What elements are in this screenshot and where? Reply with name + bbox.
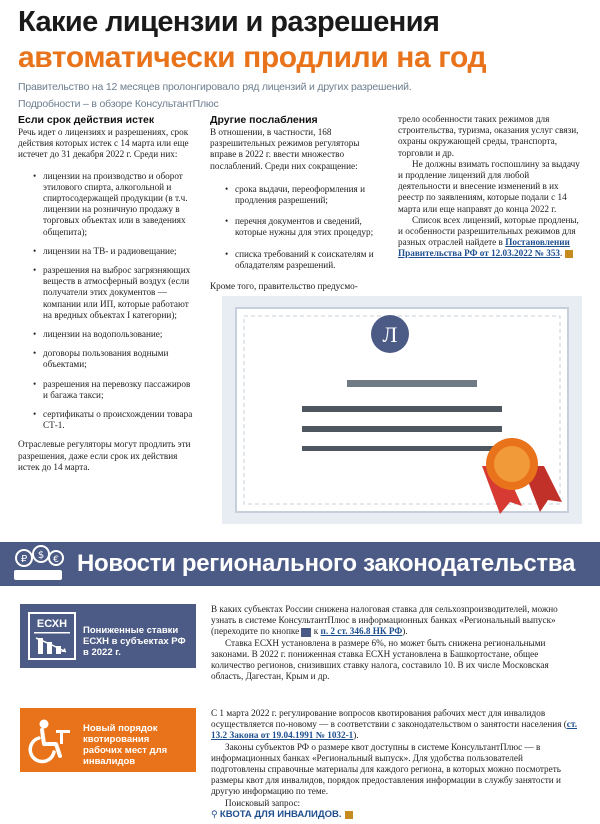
col2-intro: В отношении, в частности, 168 разрешительных режимов регуляторы вправе в 2022 г. ввести множество послаблений. Среди них сокращение: xyxy=(210,127,360,171)
search-query-row xyxy=(211,809,579,821)
list-item: • лицензии на ТВ- и радиовещание; xyxy=(18,246,196,257)
news1-para1-end: ). xyxy=(402,626,408,637)
list-item: • перечня документов и сведений, которые нужны для этих процедур; xyxy=(210,216,386,238)
list-item: • сертификаты о происхождении товара СТ-1. xyxy=(18,409,196,431)
subtitle: Правительство на 12 месяцев пролонгировало ряд лицензий и других разрешений. xyxy=(18,81,412,93)
col2-outro: Кроме того, правительство предусмо- xyxy=(210,281,358,292)
news-1-text xyxy=(211,604,579,682)
news2-para1 xyxy=(211,708,579,742)
search-label: Поисковый запрос: xyxy=(225,797,301,808)
doc-button-icon[interactable] xyxy=(301,628,311,637)
column-3 xyxy=(398,114,580,260)
nk-link[interactable]: п. 2 ст. 346.8 НК РФ xyxy=(320,626,403,637)
column-2 xyxy=(210,114,386,292)
certificate-graphic xyxy=(222,296,582,524)
list-item: • списка требований к соискателям и обладателям разрешений. xyxy=(210,249,386,271)
col1-list xyxy=(18,171,196,432)
news2-para1-text: С 1 марта 2022 г. регулирование вопросов квотирования рабочих мест для инвалидов осуществляется по-новому — в соответствии с законодательством о занятости населения ( xyxy=(211,708,567,730)
news1-para1-text: В каких субъектах России снижена налоговая ставка для сельхозпроизводителей, можно узнать в системе КонсультантПлюс в информационных банках «Региональный выпуск» (переходите по кнопке xyxy=(211,604,558,637)
coins-icon xyxy=(12,544,64,584)
col2-heading: Другие послабления xyxy=(210,114,318,126)
list-item: • лицензии на производство и оборот этилового спирта, алкогольной и спиртосодержащей продукции (в т.ч. лицензии на розничную продажу в торговых объектах или в заведениях общепита); xyxy=(18,171,196,238)
esxn-box-label: Пониженные ставки ЕСХН в субъектах РФ в 2022 г. xyxy=(83,625,186,658)
col1-heading: Если срок действия истек xyxy=(18,114,155,126)
disabled-quota-label: Новый порядок квотирования рабочих мест для инвалидов xyxy=(83,723,168,767)
col1-intro: Речь идет о лицензиях и разрешениях, срок действия которых истек с 14 марта или еще истечет до 31 декабря 2022 г. Среди них: xyxy=(18,127,189,160)
list-item: • срока выдачи, переоформления и продления разрешений; xyxy=(210,184,386,206)
col3-para3 xyxy=(398,215,580,260)
banner-title: Новости регионального законодательства xyxy=(77,550,576,577)
subtitle-source: Подробности – в обзоре КонсультантПлюс xyxy=(18,98,219,110)
col3-para1: трело особенности таких режимов для строительства, туризма, оказания услуг связи, охраны окружающей среды, транспорта, торговли и др. xyxy=(398,114,579,158)
col3-para3-text: Список всех лицензий, которые продлены, и особенности разрешительных режимов для разных отраслей найдете в xyxy=(398,214,579,248)
svg-text:€: € xyxy=(53,555,59,565)
news-2-text xyxy=(211,708,579,821)
disabled-quota-box xyxy=(20,708,196,772)
decree-link[interactable]: Постановлении Правительства РФ от 12.03.2022 № 353 xyxy=(398,237,570,259)
esxn-chart-icon xyxy=(28,612,76,660)
news2-para1-end: ). xyxy=(353,730,359,741)
esxn-box xyxy=(20,604,196,668)
headline-line1: Какие лицензии и разрешения xyxy=(18,6,440,38)
news1-para1-mid: к xyxy=(311,626,321,637)
list-item: • лицензии на водопользование; xyxy=(18,329,196,340)
col1-outro: Отраслевые регуляторы могут продлить эти разрешения, даже если срок их действия истек до 14 марта. xyxy=(18,439,191,472)
news2-para2: Законы субъектов РФ о размере квот доступны в системе КонсультантПлюс — в информационных банках «Региональный выпуск». Для удобства пользователей подготовлены справочные материалы для каждого региона, в которых можно посмотреть размеры квот для инвалидов, порядок предоставления информации в службу занятости и другую информацию по теме. xyxy=(211,741,561,797)
search-icon: ⚲ xyxy=(211,809,218,820)
col3-para2: Не должны взимать госпошлину за выдачу и продление лицензий для любой деятельности и внесение изменений в их реестр по заявлениям, которые подали с 14 марта или еще направят до конца 2022 г. xyxy=(398,158,580,214)
law-link[interactable]: ст. 13.2 Закона от 19.04.1991 № 1032-1 xyxy=(211,719,577,741)
regional-news-banner xyxy=(0,542,600,586)
col3-para3-end: . xyxy=(560,248,563,259)
document-icon xyxy=(565,250,573,258)
wheelchair-icon xyxy=(26,716,74,764)
svg-text:₽: ₽ xyxy=(20,554,28,565)
news1-para2: Ставка ЕСХН установлена в размере 6%, но может быть снижена региональными законами. В 2022 г. пониженная ставка ЕСХН установлена в Башкортостане, общее количество регионов, снизивших ставку налога, составило 10. В их числе Московская область, Дагестан, Крым и др. xyxy=(211,637,549,682)
column-1 xyxy=(18,114,196,473)
list-item: • договоры пользования водными объектами; xyxy=(18,348,196,370)
esxn-abbr: ЕСХН xyxy=(36,618,68,630)
certificate-illustration xyxy=(222,296,582,524)
list-item: • разрешения на перевозку пассажиров и багажа такси; xyxy=(18,379,196,401)
col2-list xyxy=(210,184,386,271)
news1-para1 xyxy=(211,604,579,638)
seal-letter: Л xyxy=(382,322,398,347)
search-query-link[interactable]: КВОТА ДЛЯ ИНВАЛИДОВ. xyxy=(219,808,342,820)
list-item: • разрешения на выброс загрязняющих веществ в атмосферный воздух (если получатели этих документов — компании или ИП, которые работают на вредных объектах I категории); xyxy=(18,265,196,321)
headline-line2: автоматически продлили на год xyxy=(18,41,487,74)
svg-text:$: $ xyxy=(37,550,45,561)
document-icon xyxy=(345,811,353,819)
